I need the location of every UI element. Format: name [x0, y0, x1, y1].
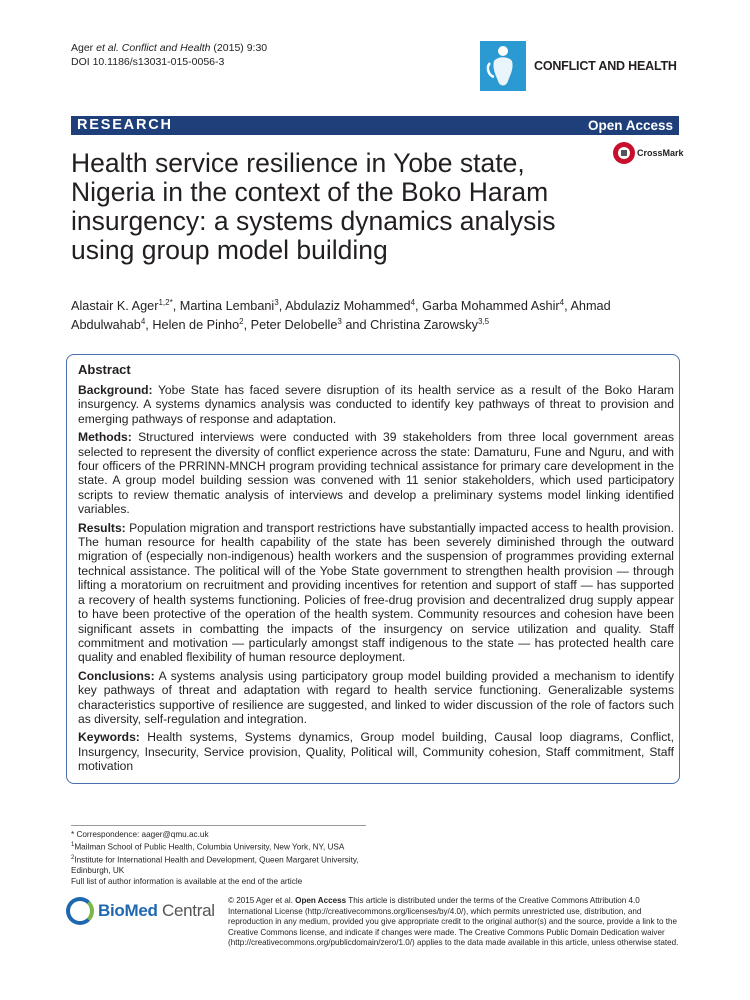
- author-affiliation-sup: 4: [410, 298, 416, 307]
- biomed-central-logo: BioMed Central: [66, 896, 216, 926]
- author-list: Alastair K. Ager$^{1,2*}$, Martina Lembani$^3$, Abdulaziz Mohammed$^4$, Garba Mohammed Ashir$^4$, Ahmad Abdulwahab$^4$, Helen de Pinho$^2$, Peter Delobelle$^3$ and Christina Zarowsky$^{3,5}$: [71, 298, 611, 333]
- crossmark-icon: [613, 142, 635, 164]
- author-affiliation-sup: 3,5: [477, 317, 490, 327]
- crossmark-label: CrossMark: [637, 148, 684, 158]
- abstract-section: [78, 521, 674, 665]
- affiliation-2: $^2$Institute for International Health and Development, Queen Margaret University, Edinburgh, UK: [71, 854, 359, 876]
- abstract-heading: Abstract: [78, 362, 131, 377]
- crossmark-badge[interactable]: [613, 142, 683, 170]
- biomed-swoosh-icon: [66, 897, 94, 925]
- full-author-info-note: Full list of author information is available at the end of the article: [71, 877, 303, 887]
- abstract-section-text: Yobe State has faced severe disruption of its health service as a result of the Boko Haram insurgency. A systems dynamics analysis was conducted to identify key pathways of threat to provision and emerging pathways of response and adaptation.: [78, 383, 674, 426]
- author-affiliation-sup: 4: [140, 317, 146, 327]
- abstract-section: [78, 430, 674, 516]
- author-name: Abdulaziz Mohammed: [285, 299, 411, 314]
- abstract-section-text: Health systems, Systems dynamics, Group model building, Causal loop diagrams, Conflict, Insurgency, Insecurity, Service provision, Quality, Political will, Community cohesion, Staff commitment, Staff motivation: [78, 730, 674, 774]
- license-text: © 2015 Ager et al. Open Access This article is distributed under the terms of the Creative Commons Attribution 4.0 International License (http://creativecommons.org/licenses/by/4.0/), which permits unrestricted use, distribution, and reproduction in any medium, provided you give appropriate credit to the original author(s) and the source, provide a link to the Creative Commons license, and indicate if changes were made. The Creative Commons Public Domain Dedication waiver (http://creativecommons.org/publicdomain/zero/1.0/) applies to the data made available in this article, unless otherwise stated.: [228, 896, 679, 948]
- citation-line: Ager et al. Conflict and Health (2015) 9:30: [71, 42, 268, 54]
- correspondence: * Correspondence: aager@qmu.ac.uk: [71, 830, 209, 839]
- author-affiliation-sup: 2: [239, 317, 244, 327]
- author-name: Helen de Pinho: [152, 318, 240, 333]
- abstract-section-label: Conclusions:: [78, 668, 155, 683]
- abstract-section: [78, 669, 674, 727]
- author-affiliation-sup: 3: [337, 317, 342, 327]
- abstract-section: [78, 730, 674, 773]
- section-label: RESEARCH: [77, 117, 173, 133]
- abstract-section-text: Structured interviews were conducted with 39 stakeholders from three local government areas selected to represent the diversity of conflict experience across the state: Damaturu, Fune and Nguru, and with four officers of the PRRINN-MNCH program providing technical assistance for primary care development in the state. A group model building session was convened with 11 senior stakeholders, which used participatory scripts to review thematic analysis of interviews and develop a preliminary systems model linking identified variables.: [78, 430, 674, 517]
- author-affiliation-sup: 4: [559, 298, 565, 307]
- author-name: Martina Lembani: [179, 299, 275, 314]
- footnote-divider: [71, 825, 366, 826]
- author-name: Peter Delobelle: [250, 318, 338, 333]
- footnotes: [71, 829, 391, 887]
- journal-figure-icon: [480, 41, 526, 91]
- author-affiliation-sup: 1,2*: [158, 298, 173, 307]
- citation-block: [71, 41, 267, 69]
- author-name: Garba Mohammed Ashir: [422, 299, 560, 314]
- abstract-section-text: Population migration and transport restrictions have substantially impacted access to health provision. The human resource for health capability of the state has been severely diminished through the outward migration of (especially non-indigenous) health workers and the suspension of programmes providing external technical assistance. The political will of the Yobe State government to strengthen health provision — through lifting a moratorium on recruitment and providing incentives for retention and support of staff — has supported a recovery of health systems functioning. Policies of free-drug provision and decentralized drug supply appear to have been protective of the operation of the health system. Community resources and cohesion have been significant assets in combatting the impacts of the insurgency on service utilization and quality. Staff commitment and motivation — particularly amongst staff indigenous to the state — has protected health care quality and enabled flexibility of human resource deployment.: [78, 520, 674, 665]
- author-name: Ahmad Abdulwahab: [71, 299, 611, 333]
- abstract-section-label: Methods:: [78, 430, 132, 445]
- abstract-box: [66, 354, 680, 784]
- journal-name: CONFLICT AND HEALTH: [534, 59, 677, 73]
- author-name: Christina Zarowsky: [370, 318, 478, 333]
- abstract-section-text: A systems analysis using participatory group model building provided a mechanism to identify key pathways of threat and adaptation with regard to health service functioning. Generalizable systems characteristics supportive of resilience are suggested, and linked to wider discussion of the role of factors such as diversity, self-regulation and integration.: [78, 668, 674, 726]
- abstract-section-label: Background:: [78, 383, 153, 397]
- journal-italic: et al. Conflict and Health: [96, 42, 211, 54]
- affiliation-1: $^1$Mailman School of Public Health, Columbia University, New York, NY, USA: [71, 842, 345, 852]
- journal-logo: [480, 41, 680, 93]
- section-band: [71, 116, 679, 135]
- doi: DOI 10.1186/s13031-015-0056-3: [71, 56, 225, 68]
- author-affiliation-sup: 3: [274, 298, 279, 307]
- article-title: Health service resilience in Yobe state, Nigeria in the context of the Boko Haram insurgency: a systems dynamics analysis using group model building: [71, 148, 556, 265]
- abstract-section-label: Keywords:: [78, 730, 140, 745]
- open-access-label: Open Access: [587, 118, 673, 133]
- abstract-section-label: Results:: [78, 520, 126, 535]
- abstract-section: [78, 383, 674, 426]
- author-name: Alastair K. Ager: [71, 299, 159, 314]
